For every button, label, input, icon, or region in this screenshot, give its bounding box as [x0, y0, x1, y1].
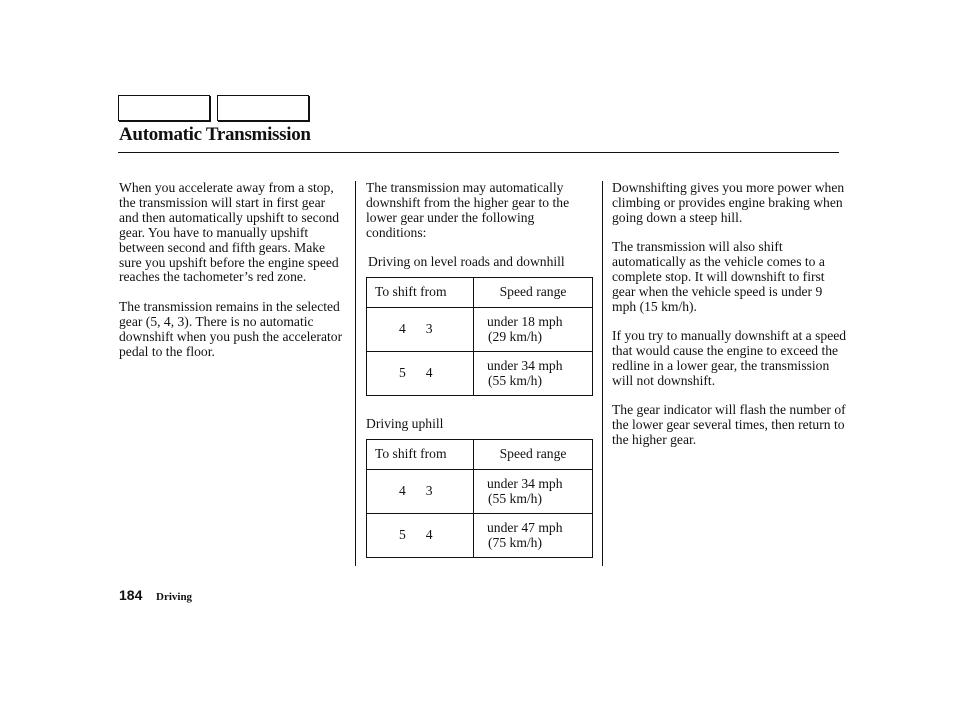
speed-range-cell — [474, 352, 593, 396]
speed-kmh: (55 km/h) — [488, 490, 542, 506]
downshift-table-level — [366, 277, 593, 396]
speed-range-cell — [474, 514, 593, 558]
table-header-row — [367, 278, 593, 308]
from-gear: 5 — [399, 527, 406, 543]
table-row — [367, 352, 593, 396]
from-gear: 5 — [399, 365, 406, 381]
speed-kmh: (55 km/h) — [488, 372, 542, 388]
section-name: Driving — [156, 591, 193, 603]
table-header-row — [367, 440, 593, 470]
table-caption: Driving on level roads and downhill — [368, 254, 565, 269]
column-header: Speed range — [474, 440, 593, 470]
left-column — [119, 181, 345, 374]
paragraph: Downshifting gives you more power when climbing or provides engine braking when going down a steep hill. — [612, 180, 845, 225]
shift-from-cell — [367, 352, 474, 396]
to-gear: 4 — [425, 527, 433, 543]
speed-mph: under 18 mph — [487, 313, 563, 329]
paragraph: The transmission will also shift automatically as the vehicle comes to a complete stop. It will downshift to first gear when the vehicle speed is under 9 mph (15 km/h). — [612, 239, 825, 314]
paragraph: The transmission may automatically downshift from the higher gear to the lower gear under the following conditions: — [366, 180, 570, 240]
paragraph: When you accelerate away from a stop, the transmission will start in first gear and then automatically upshift to second gear. You have to manually upshift between second and fifth gears. Make sure you upshift before the engine speed reaches the tachometer’s red zone. — [119, 180, 340, 285]
shift-from-cell — [367, 470, 474, 514]
right-column — [612, 181, 848, 463]
middle-column — [366, 180, 598, 550]
speed-kmh: (29 km/h) — [488, 328, 542, 344]
section-tab-2 — [217, 95, 309, 121]
to-gear: 3 — [425, 321, 433, 337]
table-row — [367, 470, 593, 514]
table-row — [367, 514, 593, 558]
from-gear: 4 — [399, 483, 406, 499]
to-gear: 4 — [425, 365, 433, 381]
paragraph: If you try to manually downshift at a speed that would cause the engine to exceed the redline in a lower gear, the transmission will not downshift. — [612, 328, 847, 388]
downshift-table-uphill — [366, 439, 593, 558]
column-header: To shift from — [367, 278, 474, 308]
speed-range-cell — [474, 308, 593, 352]
shift-from-cell — [367, 514, 474, 558]
title-rule — [118, 152, 839, 153]
page-title: Automatic Transmission — [119, 124, 311, 145]
speed-mph: under 47 mph — [487, 519, 563, 535]
page-number: 184 — [119, 587, 143, 603]
table-row — [367, 308, 593, 352]
column-header: To shift from — [367, 440, 474, 470]
speed-range-cell — [474, 470, 593, 514]
section-tab-1 — [118, 95, 210, 121]
to-gear: 3 — [425, 483, 433, 499]
column-header: Speed range — [474, 278, 593, 308]
column-divider-1 — [355, 181, 356, 566]
speed-mph: under 34 mph — [487, 357, 563, 373]
column-divider-2 — [602, 181, 603, 566]
paragraph: The gear indicator will flash the number of the lower gear several times, then return to the higher gear. — [612, 402, 846, 448]
table-caption: Driving uphill — [366, 416, 444, 431]
speed-mph: under 34 mph — [487, 475, 563, 491]
paragraph: The transmission remains in the selected gear (5, 4, 3). There is no automatic downshift when you push the accelerator pedal to the floor. — [119, 298, 343, 359]
shift-from-cell — [367, 308, 474, 352]
speed-kmh: (75 km/h) — [488, 534, 542, 550]
from-gear: 4 — [399, 321, 406, 337]
